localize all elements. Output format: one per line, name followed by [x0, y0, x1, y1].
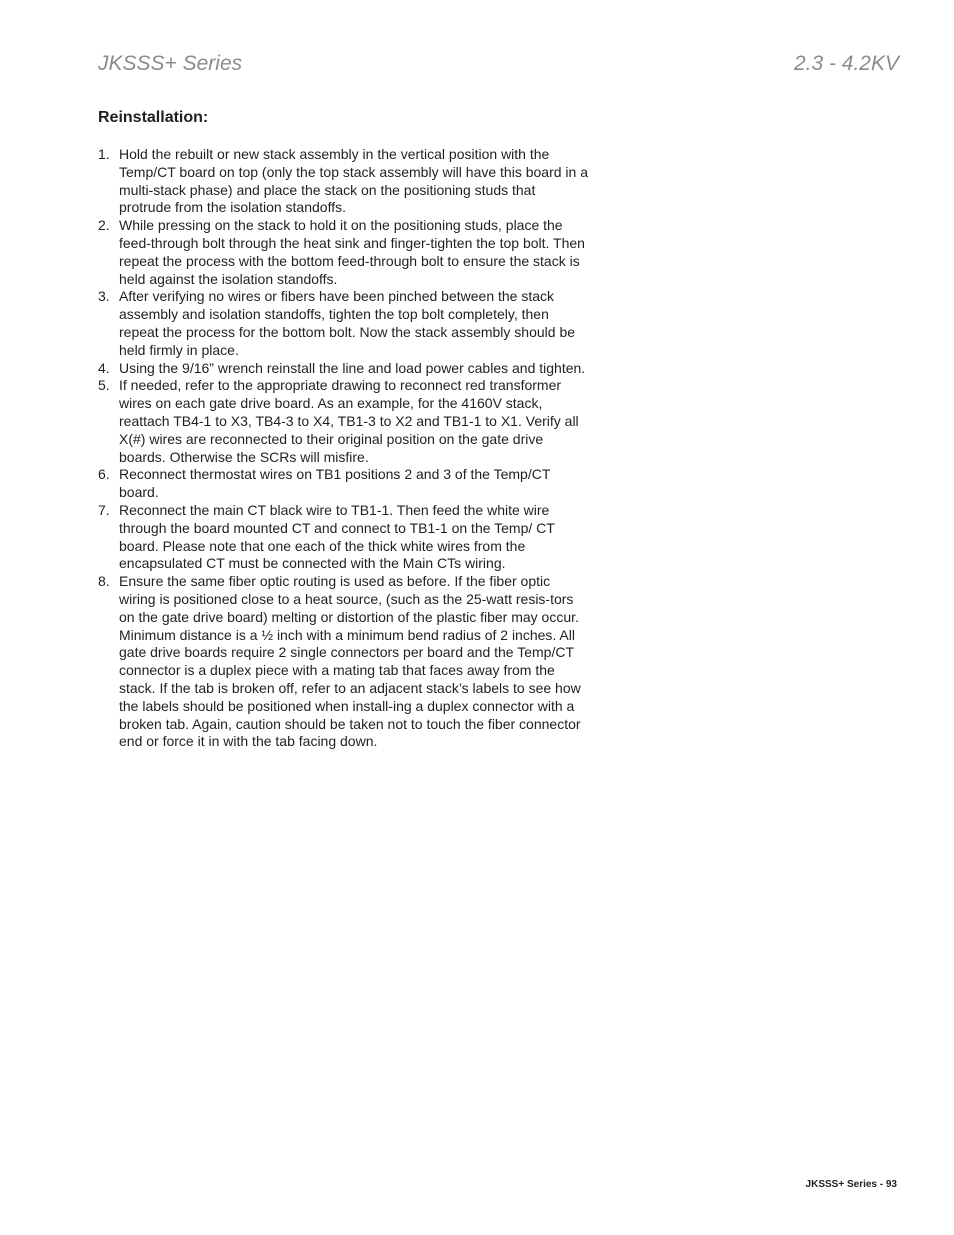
list-item	[98, 502, 590, 573]
step-number: 1.	[98, 146, 110, 162]
step-number: 4.	[98, 359, 110, 376]
step-text: Reconnect thermostat wires on TB1 positions 2 and 3 of the Temp/CT board.	[119, 466, 551, 501]
list-item	[98, 377, 590, 466]
step-number: 5.	[98, 377, 110, 394]
list-item	[98, 146, 590, 217]
step-number: 2.	[98, 217, 110, 234]
list-item	[98, 217, 590, 288]
step-text: Using the 9/16” wrench reinstall the line and load power cables and tighten.	[119, 359, 586, 376]
list-item	[98, 573, 590, 751]
list-item	[98, 288, 590, 359]
list-item	[98, 360, 590, 378]
list-item	[98, 466, 590, 502]
step-text: Reconnect the main CT black wire to TB1-1. Then feed the white wire through the board mounted CT and connect to TB1-1 on the Temp/ CT board. Please note that one each of the thick white wires from the encapsulated CT must be connected with the Main CTs wiring.	[119, 501, 555, 572]
step-text: Ensure the same fiber optic routing is used as before. If the fiber optic wiring is positioned close to a heat source, (such as the 25-watt resis-tors on the gate drive board) melting or distortion of the plastic fiber may occur. Minimum distance is a ½ inch with a minimum bend radius of 2 inches. All gate drive boards require 2 single connectors per board and the Temp/CT connector is a duplex piece with a mating tab that faces away from the stack. If the tab is broken off, refer to an adjacent stack’s labels to see how the labels should be positioned when install-ing a duplex connector with a broken tab. Again, caution should be taken not to touch the fiber connector end or force it in with the tab facing down.	[119, 573, 581, 750]
reinstallation-steps-list	[98, 146, 590, 751]
step-text: If needed, refer to the appropriate drawing to reconnect red transformer wires on each gate drive board. As an example, for the 4160V stack, reattach TB4-1 to X3, TB4-3 to X4, TB1-3 to X2 and TB1-1 to X1. Verify all X(#) wires are reconnected to their original position on the gate drive boards. Otherwise the SCRs will misfire.	[119, 377, 579, 465]
step-text: While pressing on the stack to hold it on the positioning studs, place the feed-through bolt through the heat sink and finger-tighten the top bolt. Then repeat the process with the bottom feed-through bolt to ensure the stack is held against the isolation standoffs.	[119, 217, 585, 287]
header-voltage-range: 2.3 - 4.2KV	[793, 52, 899, 75]
header-series-title: JKSSS+ Series	[98, 52, 243, 75]
step-number: 6.	[98, 466, 110, 483]
page-footer: JKSSS+ Series - 93	[805, 1179, 897, 1190]
step-text: Hold the rebuilt or new stack assembly in the vertical position with the Temp/CT board on top (only the top stack assembly will have this board in a multi-stack phase) and place the stack on the positioning studs that protrude from the isolation standoffs.	[119, 146, 588, 216]
section-title: Reinstallation:	[98, 109, 209, 126]
step-number: 8.	[98, 573, 110, 590]
step-text: After verifying no wires or fibers have been pinched between the stack assembly and isolation standoffs, tighten the top bolt completely, then repeat the process for the bottom bolt. Now the stack assembly should be held firmly in place.	[119, 288, 576, 358]
step-number: 3.	[98, 288, 110, 305]
step-number: 7.	[98, 501, 110, 518]
